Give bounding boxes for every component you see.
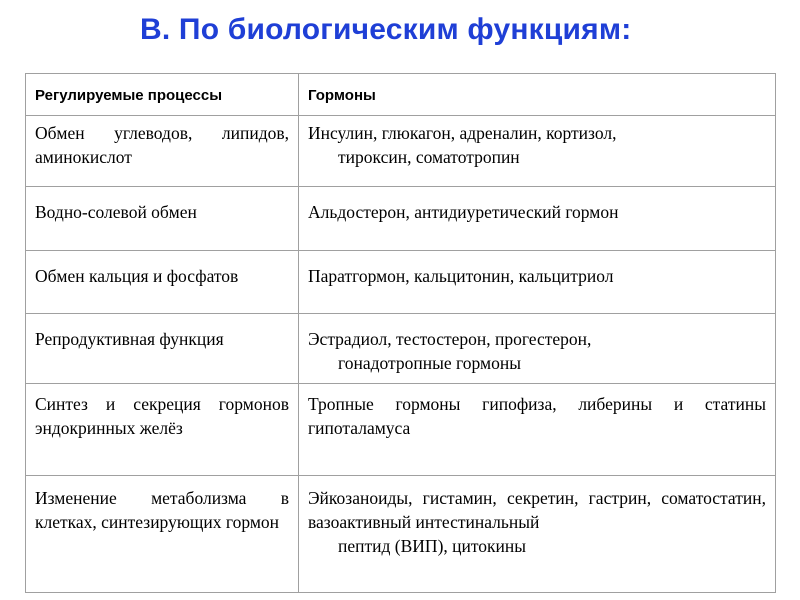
hormones-line: Эйкозаноиды, гистамин, секретин, гастрин, соматостатин, вазоактивный интестинальный [308,488,766,532]
process-cell: Изменение метаболизма в клетках, синтезирующих гормон [26,476,299,593]
hormones-cell [299,314,776,384]
slide-title: В. По биологическим функциям: [140,13,632,46]
table-row [26,251,776,314]
hormones-cell [299,251,776,314]
process-cell: Репродуктивная функция [26,314,299,384]
table-row [26,476,776,593]
table-header-row [26,74,776,116]
hormones-line: Паратгормон, кальцитонин, кальцитриол [308,266,614,286]
table-row [26,187,776,251]
hormones-cell [299,187,776,251]
hormones-line: Тропные гормоны гипофиза, либерины и статины гипоталамуса [308,394,766,438]
hormones-line: Инсулин, глюкагон, адреналин, кортизол, [308,123,617,143]
hormones-cell [299,384,776,476]
table-row [26,314,776,384]
hormones-line: Эстрадиол, тестостерон, прогестерон, [308,329,592,349]
table-row [26,116,776,187]
hormones-line: гонадотропные гормоны [338,353,521,373]
header-hormones: Гормоны [299,74,776,116]
hormones-line: тироксин, соматотропин [338,147,520,167]
process-cell: Обмен кальция и фосфатов [26,251,299,314]
hormones-cell [299,116,776,187]
header-processes: Регулируемые процессы [26,74,299,116]
process-cell: Обмен углеводов, липидов, аминокислот [26,116,299,187]
hormones-table [25,73,776,593]
process-cell: Водно-солевой обмен [26,187,299,251]
hormones-line: Альдостерон, антидиуретический гормон [308,202,619,222]
table-row [26,384,776,476]
process-cell: Синтез и секреция гормонов эндокринных желёз [26,384,299,476]
hormones-line: пептид (ВИП), цитокины [338,536,527,556]
hormones-cell [299,476,776,593]
